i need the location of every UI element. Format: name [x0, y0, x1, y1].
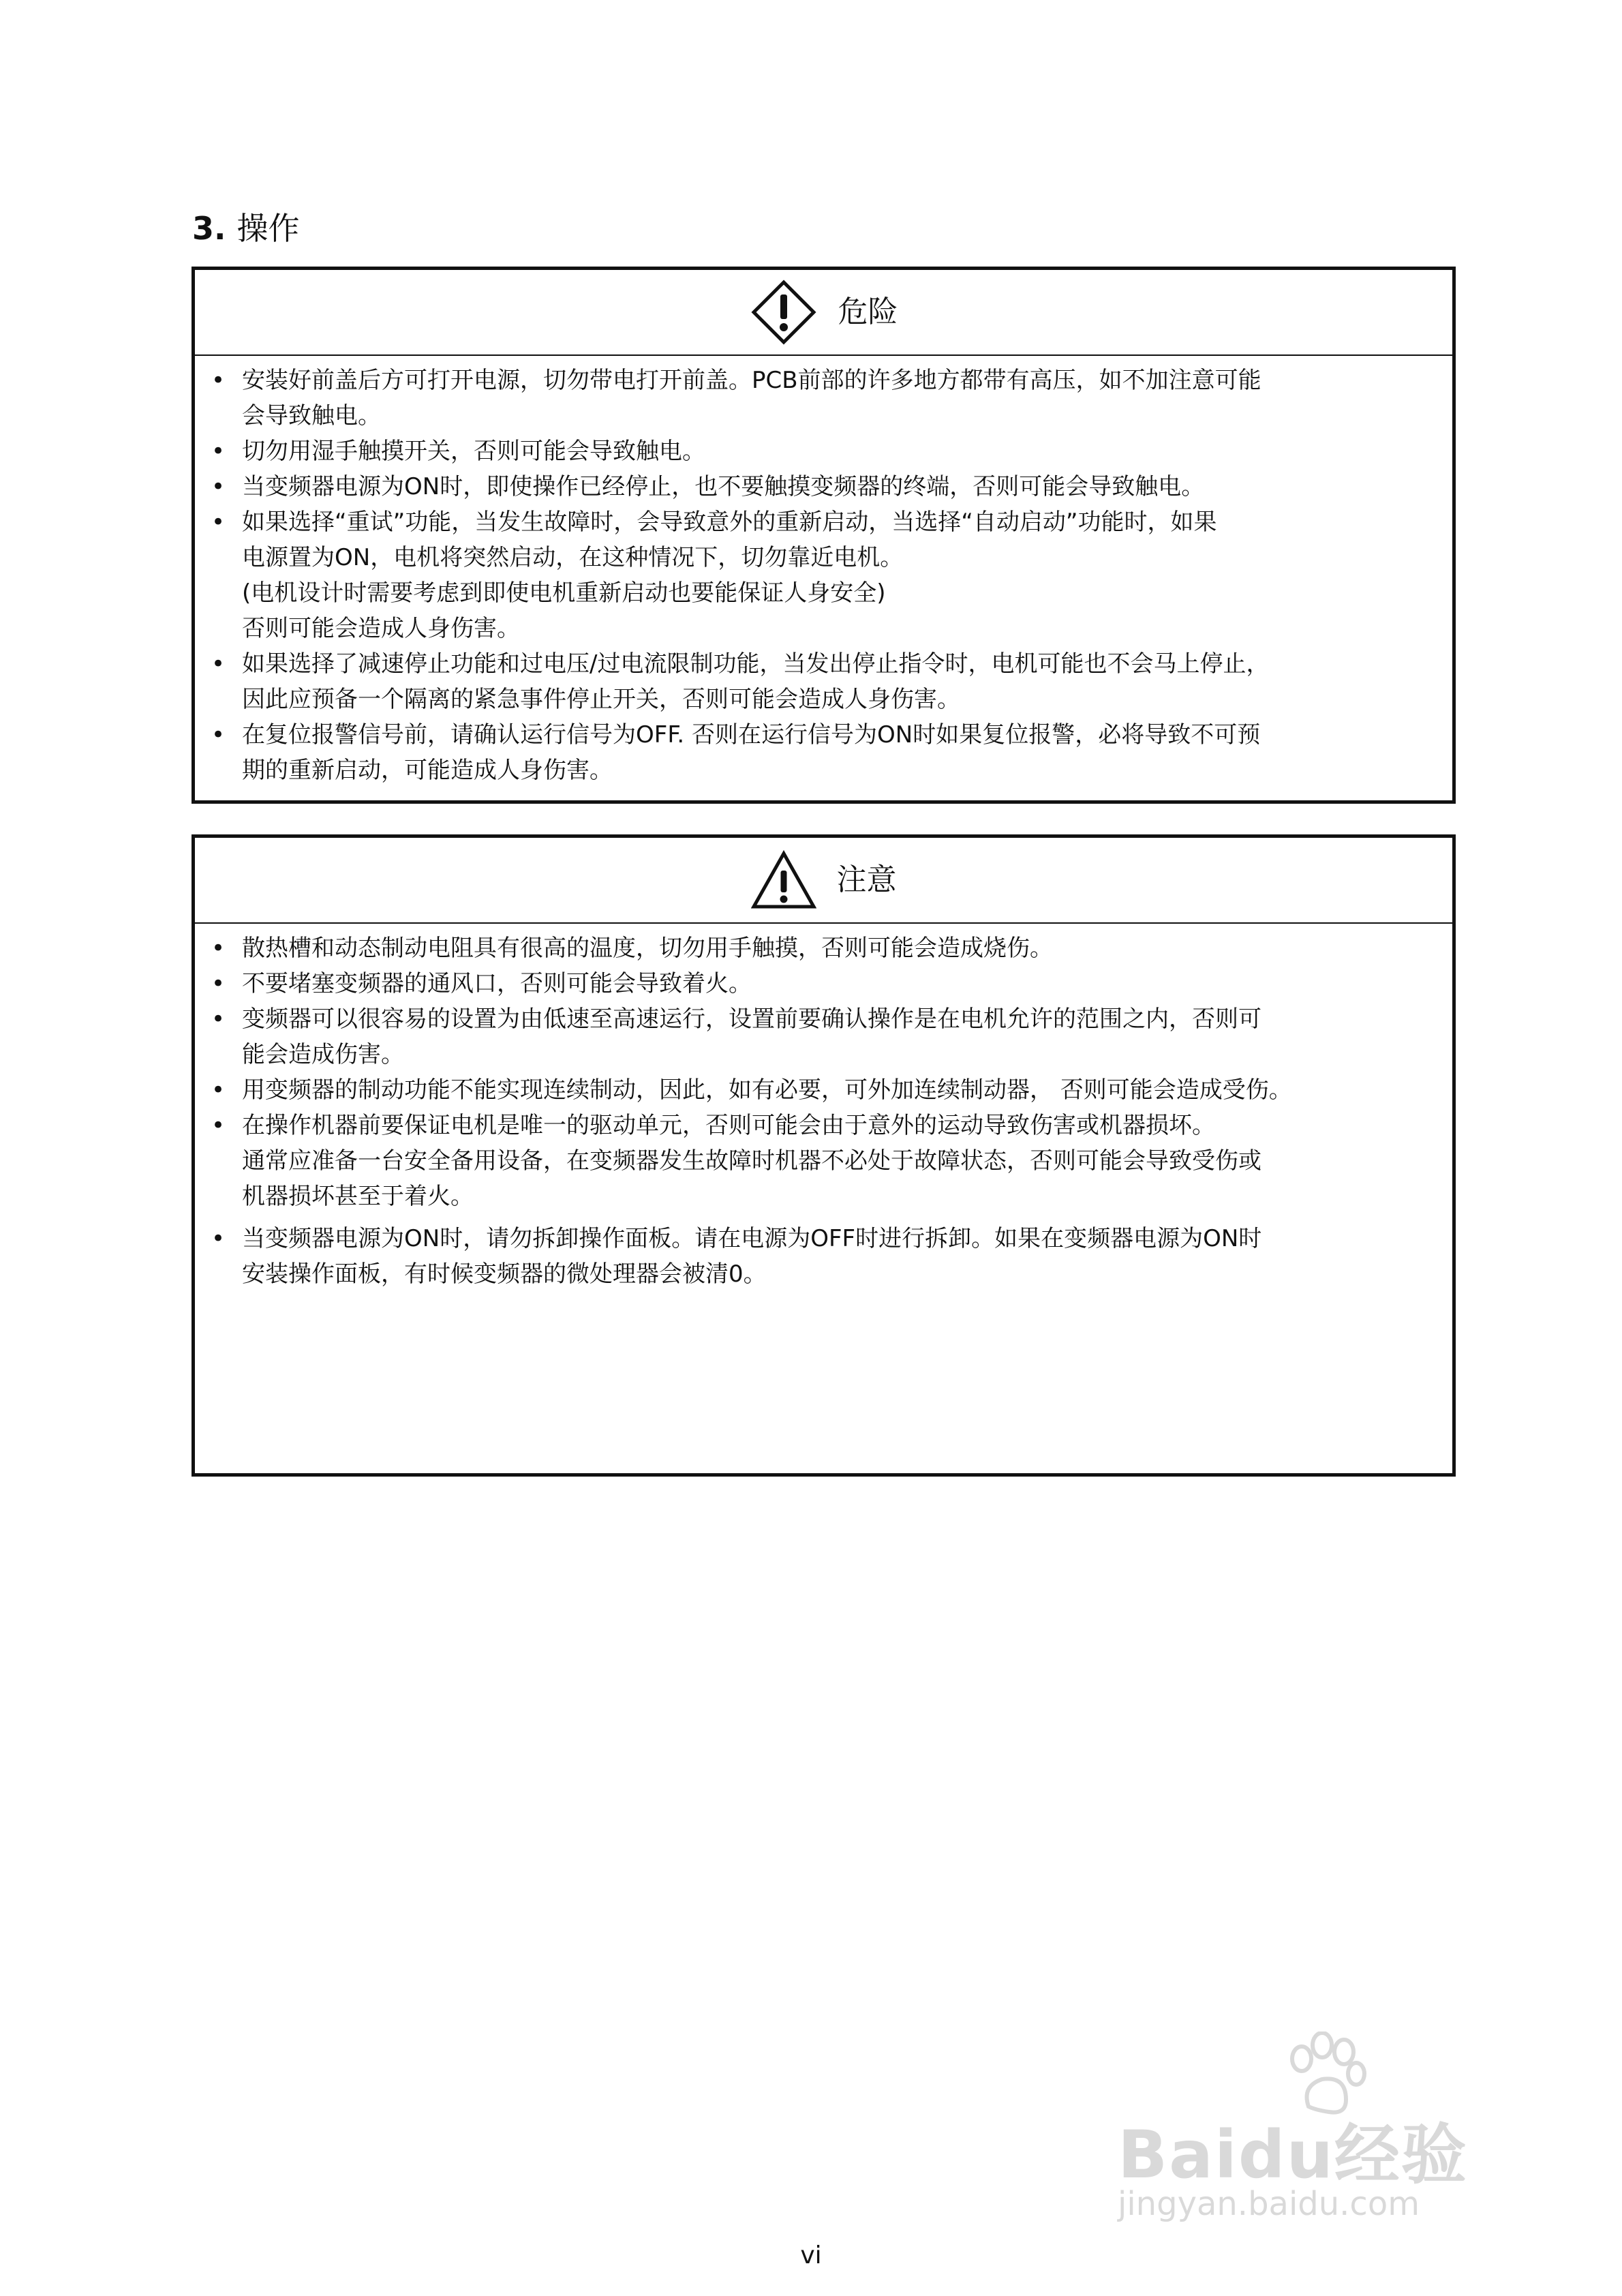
danger-item: [195, 504, 1452, 646]
section-title: [192, 205, 299, 252]
section-title-text: 操作: [236, 210, 300, 247]
caution-item: [195, 1221, 1452, 1292]
bullet-icon: •: [211, 970, 226, 997]
caution-item: [195, 966, 1452, 1001]
bullet-icon: •: [211, 367, 226, 394]
danger-item-line: (电机设计时需要考虑到即使电机重新启动也要能保证人身安全): [242, 579, 886, 607]
danger-item-line: 会导致触电。: [242, 402, 381, 429]
danger-item: [195, 469, 1452, 504]
caution-header: [195, 838, 1452, 924]
danger-item-line: 当变频器电源为ON时，即使操作已经停止，也不要触摸变频器的终端，否则可能会导致触电。: [242, 473, 1205, 500]
watermark: [1118, 2031, 1595, 2236]
bullet-icon: •: [211, 509, 226, 536]
danger-item-line: 如果选择“重试”功能，当发生故障时，会导致意外的重新启动，当选择“自动启动”功能时，如果: [242, 509, 1217, 536]
danger-title: 危险: [838, 294, 898, 329]
caution-box: [192, 834, 1456, 1477]
danger-item-line: 因此应预备一个隔离的紧急事件停止开关，否则可能会造成人身伤害。: [242, 686, 960, 713]
bullet-icon: •: [211, 1225, 226, 1252]
caution-title: 注意: [836, 862, 897, 897]
danger-warning-icon: [750, 278, 818, 346]
bullet-icon: •: [211, 438, 226, 465]
bullet-icon: •: [211, 721, 226, 749]
caution-item: [195, 1072, 1452, 1108]
danger-item-line: 安装好前盖后方可打开电源，切勿带电打开前盖。PCB前部的许多地方都带有高压，如不加注意可能: [242, 367, 1261, 394]
caution-item: [195, 1108, 1452, 1214]
bullet-icon: •: [211, 1112, 226, 1139]
caution-list: [195, 924, 1452, 1292]
caution-item-line: 当变频器电源为ON时，请勿拆卸操作面板。请在电源为OFF时进行拆卸。如果在变频器电源为ON时: [242, 1225, 1262, 1252]
caution-item-line: 散热槽和动态制动电阻具有很高的温度，切勿用手触摸，否则可能会造成烧伤。: [242, 935, 1053, 962]
caution-item: [195, 931, 1452, 966]
danger-item-line: 如果选择了减速停止功能和过电压/过电流限制功能，当发出停止指令时，电机可能也不会马上停止，: [242, 650, 1270, 678]
danger-list: [195, 356, 1452, 788]
danger-item-line: 否则可能会造成人身伤害。: [242, 615, 520, 642]
danger-box: [192, 267, 1456, 804]
danger-item: [195, 717, 1452, 788]
bullet-icon: •: [211, 650, 226, 678]
danger-item-line: 电源置为ON，电机将突然启动，在这种情况下，切勿靠近电机。: [242, 544, 904, 571]
watermark-url: jingyan.baidu.com: [1118, 2185, 1420, 2223]
caution-item-line: 不要堵塞变频器的通风口，否则可能会导致着火。: [242, 970, 752, 997]
section-number: 3.: [192, 210, 226, 247]
caution-item-line: 通常应准备一台安全备用设备，在变频器发生故障时机器不必处于故障状态，否则可能会导致受伤或: [242, 1147, 1261, 1175]
danger-item-line: 期的重新启动，可能造成人身伤害。: [242, 757, 613, 784]
bullet-icon: •: [211, 1006, 226, 1033]
caution-item-line: 安装操作面板，有时候变频器的微处理器会被清0。: [242, 1260, 767, 1288]
watermark-logo: Baidu经验: [1118, 2117, 1468, 2193]
danger-item: [195, 646, 1452, 717]
page-number: vi: [800, 2241, 822, 2269]
danger-item: [195, 434, 1452, 469]
caution-item-line: 在操作机器前要保证电机是唯一的驱动单元，否则可能会由于意外的运动导致伤害或机器损坏。: [242, 1112, 1215, 1139]
danger-item-line: 切勿用湿手触摸开关，否则可能会导致触电。: [242, 438, 705, 465]
bullet-icon: •: [211, 935, 226, 962]
danger-item: [195, 363, 1452, 434]
caution-item: [195, 1001, 1452, 1072]
caution-item-line: 机器损坏甚至于着火。: [242, 1183, 474, 1210]
caution-triangle-icon: [751, 850, 816, 910]
bullet-icon: •: [211, 473, 226, 500]
danger-item-line: 在复位报警信号前，请确认运行信号为OFF. 否则在运行信号为ON时如果复位报警，必将导致不可预: [242, 721, 1261, 749]
caution-item-line: 变频器可以很容易的设置为由低速至高速运行，设置前要确认操作是在电机允许的范围之内，否则可: [242, 1006, 1261, 1033]
caution-item-line: 用变频器的制动功能不能实现连续制动，因此，如有必要，可外加连续制动器， 否则可能会造成受伤。: [242, 1076, 1292, 1104]
caution-item-line: 能会造成伤害。: [242, 1041, 404, 1068]
bullet-icon: •: [211, 1076, 226, 1104]
danger-header: [195, 270, 1452, 356]
